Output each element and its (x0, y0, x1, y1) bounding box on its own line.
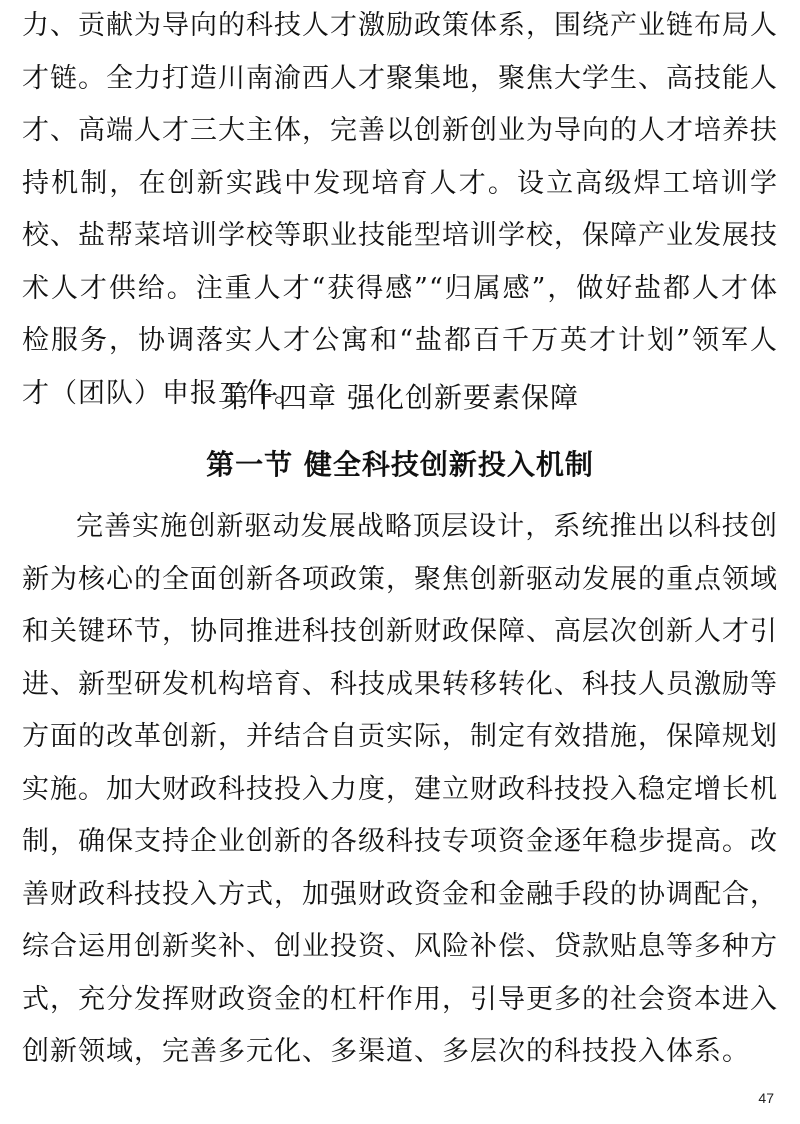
paragraph-investment-mechanism: 完善实施创新驱动发展战略顶层设计，系统推出以科技创新为核心的全面创新各项政策，聚焦创新驱动发展的重点领域和关键环节，协同推进科技创新财政保障、高层次创新人才引进、新型研发机构培育、科技成果转移转化、科技人员激励等方面的改革创新，并结合自贡实际，制定有效措施，保障规划实施。加大财政科技投入力度，建立财政科技投入稳定增长机制，确保支持企业创新的各级科技专项资金逐年稳步提高。改善财政科技投入方式，加强财政资金和金融手段的协调配合，综合运用创新奖补、创业投资、风险补偿、贷款贴息等多种方式，充分发挥财政资金的杠杆作用，引导更多的社会资本进入创新领域，完善多元化、多渠道、多层次的科技投入体系。 (22, 511, 778, 1067)
chapter-heading: 第十四章 强化创新要素保障 (221, 381, 579, 414)
paragraph-talent-policy: 力、贡献为导向的科技人才激励政策体系，围绕产业链布局人才链。全力打造川南渝西人才聚集地，聚焦大学生、高技能人才、高端人才三大主体，完善以创新创业为导向的人才培养扶持机制，在创新实践中发现培育人才。设立高级焊工培训学校、盐帮菜培训学校等职业技能型培训学校，保障产业发展技术人才供给。注重人才“获得感”“归属感”，做好盐都人才体检服务，协调落实人才公寓和“盐都百千万英才计划”领军人才（团队）申报工作。 (22, 10, 778, 409)
page-number: 47 (758, 1090, 774, 1106)
section-heading: 第一节 健全科技创新投入机制 (206, 448, 594, 481)
